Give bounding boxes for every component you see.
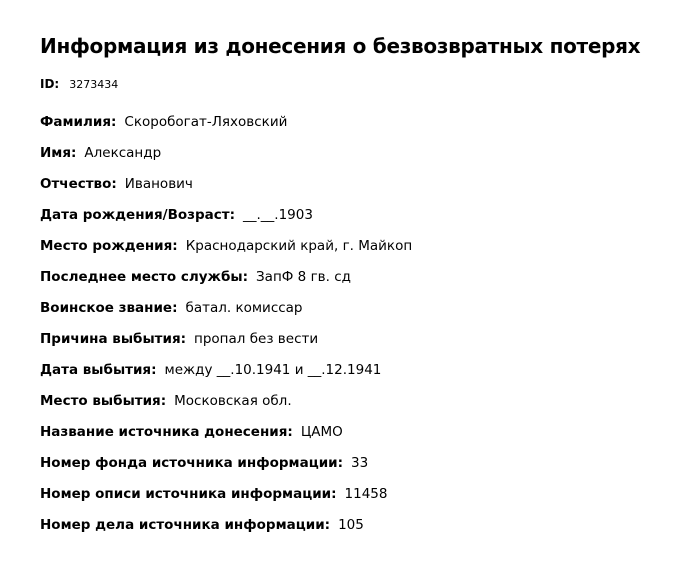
field-birth-place (40, 237, 660, 268)
field-value: Краснодарский край, г. Майкоп (185, 238, 413, 254)
field-birth-date (40, 206, 660, 237)
page-title: Информация из донесения о безвозвратных потерях (40, 34, 641, 58)
field-value: 33 (351, 455, 369, 471)
record-id-value: 3273434 (69, 78, 119, 91)
field-label: Название источника донесения: (40, 424, 293, 440)
field-inventory-number (40, 485, 660, 516)
field-first-name (40, 144, 660, 175)
field-label: Отчество: (40, 176, 117, 192)
record-id-label: ID: (40, 77, 60, 91)
field-value: ЗапФ 8 гв. сд (256, 269, 351, 285)
field-label: Номер описи источника информации: (40, 486, 337, 502)
field-value: Иванович (124, 176, 193, 192)
field-fond-number (40, 454, 660, 485)
field-loss-place (40, 392, 660, 423)
field-value: ЦАМО (300, 424, 343, 440)
field-label: Имя: (40, 145, 77, 161)
field-value: Александр (84, 145, 162, 161)
field-source-name (40, 423, 660, 454)
field-label: Воинское звание: (40, 300, 178, 316)
field-label: Последнее место службы: (40, 269, 249, 285)
field-value: 105 (338, 517, 364, 533)
field-loss-reason (40, 330, 660, 361)
field-surname (40, 113, 660, 144)
field-loss-date (40, 361, 660, 392)
field-value: __.__.1903 (243, 207, 313, 223)
field-last-service (40, 268, 660, 299)
field-label: Место выбытия: (40, 393, 167, 409)
field-label: Номер дела источника информации: (40, 517, 331, 533)
field-label: Место рождения: (40, 238, 178, 254)
field-list (40, 113, 660, 547)
field-value: Московская обл. (174, 393, 292, 409)
field-value: батал. комиссар (185, 300, 303, 316)
field-label: Причина выбытия: (40, 331, 187, 347)
loss-report-card (40, 30, 660, 547)
field-patronymic (40, 175, 660, 206)
field-label: Фамилия: (40, 114, 117, 130)
field-label: Дата рождения/Возраст: (40, 207, 235, 223)
field-file-number (40, 516, 660, 547)
field-value: Скоробогат-Ляховский (124, 114, 288, 130)
record-id (40, 76, 660, 93)
field-label: Дата выбытия: (40, 362, 157, 378)
field-rank (40, 299, 660, 330)
field-value: 11458 (344, 486, 388, 502)
field-value: пропал без вести (194, 331, 319, 347)
field-value: между __.10.1941 и __.12.1941 (164, 362, 382, 378)
field-label: Номер фонда источника информации: (40, 455, 344, 471)
